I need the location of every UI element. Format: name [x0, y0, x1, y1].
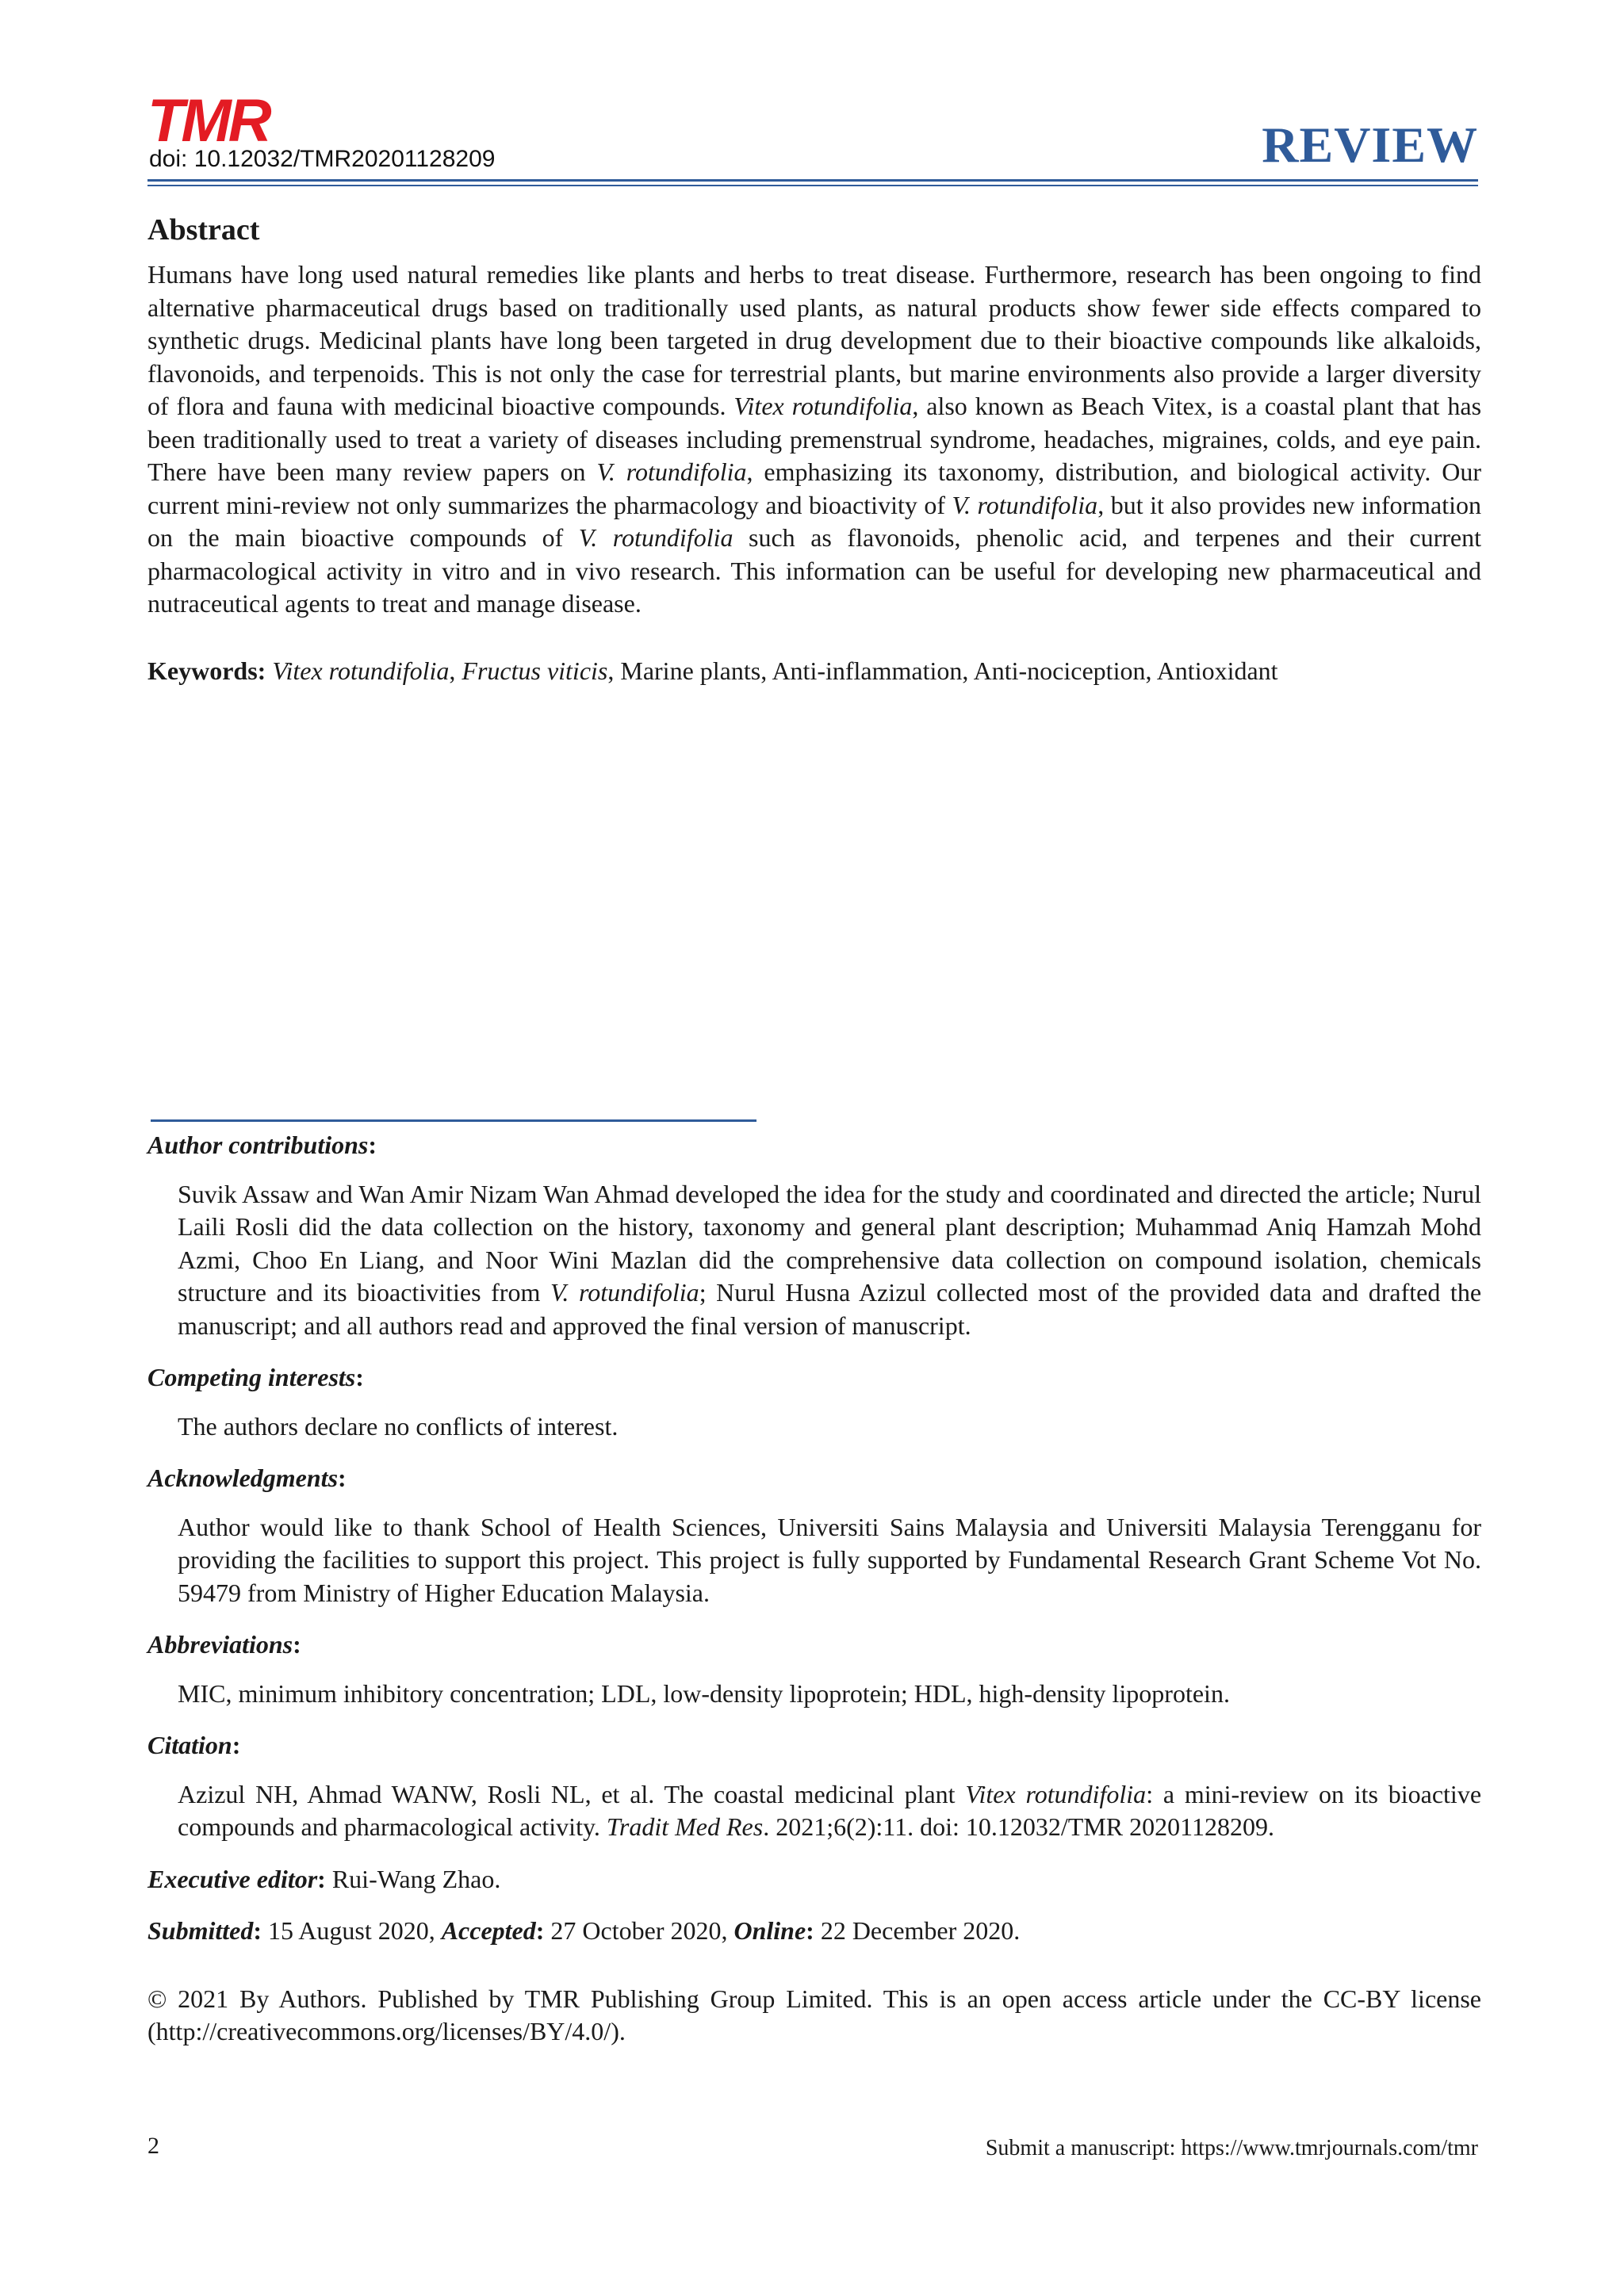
keywords: Keywords: Vitex rotundifolia, Fructus viticis, Marine plants, Anti-inflammation, Anti-nociception, Antioxidant	[147, 656, 1278, 685]
page-number: 2	[147, 2133, 159, 2159]
abstract-heading: Abstract	[147, 213, 260, 247]
author-contributions-heading: Author contributions:	[147, 1131, 377, 1159]
keywords-label: Keywords:	[147, 656, 266, 685]
copyright-notice: © 2021 By Authors. Published by TMR Publishing Group Limited. This is an open access article under the CC-BY license (http://creativecommons.org/licenses/BY/4.0/).	[147, 1984, 1481, 2045]
abbreviations-body: MIC, minimum inhibitory concentration; LDL, low-density lipoprotein; HDL, high-density lipoprotein.	[178, 1678, 1230, 1708]
abbreviations-heading: Abbreviations:	[147, 1630, 301, 1659]
footnote-divider	[151, 1119, 756, 1122]
header-divider-secondary	[147, 185, 1478, 186]
competing-interests-body: The authors declare no conflicts of interest.	[178, 1411, 619, 1441]
executive-editor: Executive editor: Rui-Wang Zhao.	[147, 1864, 501, 1893]
header-divider	[147, 179, 1478, 182]
back-matter	[147, 1129, 1481, 2049]
doi-text: doi: 10.12032/TMR20201128209	[149, 146, 496, 172]
tmr-logo-text: TMR	[147, 94, 269, 147]
citation-heading: Citation:	[147, 1731, 241, 1759]
competing-interests-heading: Competing interests:	[147, 1363, 364, 1391]
citation-body: Azizul NH, Ahmad WANW, Rosli NL, et al. The coastal medicinal plant Vitex rotundifolia: a mini-review on its bioactive compounds and pharmacological activity. Tradit Med Res. 2021;6(2):11. doi: 10.12032/TMR 20201128209.	[178, 1779, 1482, 1841]
tmr-logo	[147, 94, 314, 147]
author-contributions-body: Suvik Assaw and Wan Amir Nizam Wan Ahmad developed the idea for the study and coordinated and directed the article; Nurul Laili Rosli did the data collection on the history, taxonomy and general plant description; Muhammad Aniq Hamzah Mohd Azmi, Choo En Liang, and Noor Wini Mazlan did the comprehensive data collection on compound isolation, chemicals structure and its bioactivities from V. rotundifolia; Nurul Husna Azizul collected most of the provided data and drafted the manuscript; and all authors read and approved the final version of manuscript.	[178, 1179, 1482, 1340]
publication-dates: Submitted: 15 August 2020, Accepted: 27 October 2020, Online: 22 December 2020.	[147, 1916, 1021, 1945]
abstract-body: Humans have long used natural remedies like plants and herbs to treat disease. Furthermore, research has been ongoing to find alternative pharmaceutical drugs based on traditionally used plants, as natural products show fewer side effects compared to synthetic drugs. Medicinal plants have long been targeted in drug development due to their bioactive compounds like alkaloids, flavonoids, and terpenoids. This is not only the case for terrestrial plants, but marine environments also provide a larger diversity of flora and fauna with medicinal bioactive compounds. Vitex rotundifolia, also known as Beach Vitex, is a coastal plant that has been traditionally used to treat a variety of diseases including premenstrual syndrome, headaches, migraines, colds, and eye pain. There have been many review papers on V. rotundifolia, emphasizing its taxonomy, distribution, and biological activity. Our current mini-review not only summarizes the pharmacology and bioactivity of V. rotundifolia, but it also provides new information on the main bioactive compounds of V. rotundifolia such as flavonoids, phenolic acid, and terpenes and their current pharmacological activity in vitro and in vivo research. This information can be useful for developing new pharmaceutical and nutraceutical agents to treat and manage disease.	[147, 260, 1482, 618]
article-type-label: REVIEW	[1262, 117, 1478, 173]
submit-manuscript-link[interactable]: Submit a manuscript: https://www.tmrjournals.com/tmr	[985, 2136, 1478, 2160]
acknowledgments-body: Author would like to thank School of Health Sciences, Universiti Sains Malaysia and Universiti Malaysia Terengganu for providing the facilities to support this project. This project is fully supported by Fundamental Research Grant Scheme Vot No. 59479 from Ministry of Higher Education Malaysia.	[178, 1512, 1481, 1607]
acknowledgments-heading: Acknowledgments:	[147, 1464, 347, 1492]
